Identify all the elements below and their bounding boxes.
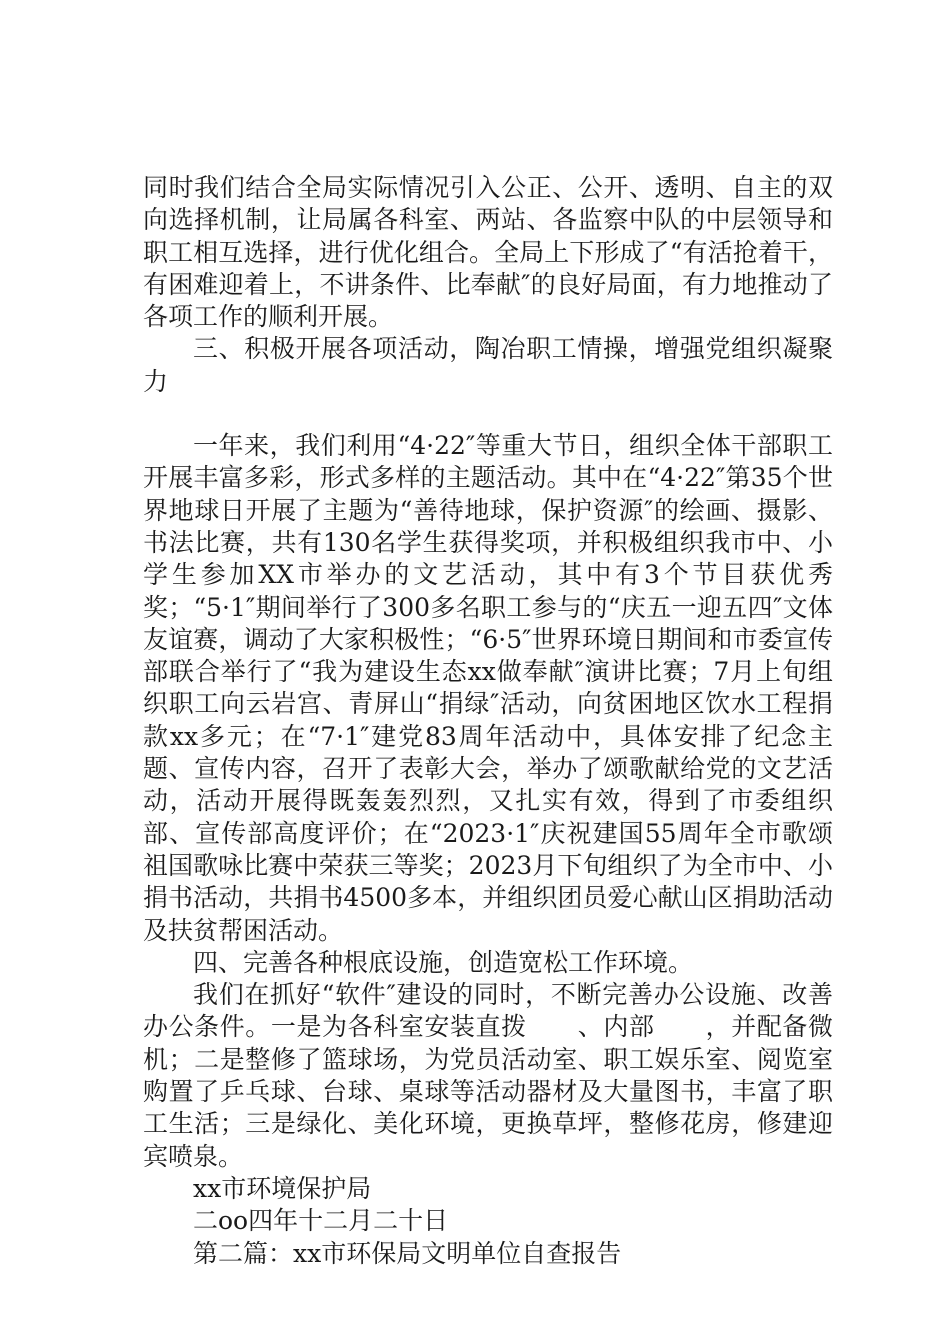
section-heading-three: 三、积极开展各项活动，陶冶职工情操，增强党组织凝聚力: [143, 334, 833, 396]
signature-organization: xx市环境保护局: [193, 1173, 372, 1203]
paragraph-activities: 一年来，我们利用“4·22″等重大节日，组织全体干部职工开展丰富多彩，形式多样的主题活动。其中在“4·22″第35个世界地球日开展了主题为“善待地球，保护资源″的绘画、摄影、书法比赛，共有130名学生获得奖项，并积极组织我市中、小学生参加XX市举办的文艺活动，其中有3个节目获优秀奖；“5·1″期间举行了300多名职工参与的“庆五一迎五四″文体友谊赛，调动了大家积极性；“6·5″世界环境日期间和市委宣传部联合举行了“我为建设生态xx做奉献″演讲比赛；7月上旬组织职工向云岩宫、青屏山“捐绿″活动，向贫困地区饮水工程捐款xx多元；在“7·1″建党83周年活动中，具体安排了纪念主题、宣传内容，召开了表彰大会，举办了颂歌献给党的文艺活动，活动开展得既轰轰烈烈，又扎实有效，得到了市委组织部、宣传部高度评价；在“2023·1″庆祝建国55周年全市歌颂祖国歌咏比赛中荣获三等奖；2023月下旬组织了为全市中、小捐书活动，共捐书4500多本，并组织团员爱心献山区捐助活动及扶贫帮困活动。: [143, 431, 833, 945]
signature-date: 二oo四年十二月二十日: [193, 1206, 449, 1236]
blank-line: [143, 398, 833, 430]
paragraph-job-selection: 同时我们结合全局实际情况引入公正、公开、透明、自主的双向选择机制，让局属各科室、两站、各监察中队的中层领导和职工相互选择，进行优化组合。全局上下形成了“有活抢着干，有困难迎着上，不讲条件、比奉献″的良好局面，有力地推动了各项工作的顺利开展。: [143, 173, 833, 332]
next-article-title: 第二篇：xx市环保局文明单位自查报告: [193, 1238, 622, 1268]
paragraph-facilities: 我们在抓好“软件″建设的同时，不断完善办公设施、改善办公条件。一是为各科室安装直拨 、内部 ，并配备微机；二是整修了篮球场，为党员活动室、职工娱乐室、阅览室购置了乒乓球、台球、桌球等活动器材及大量图书，丰富了职工生活；三是绿化、美化环境，更换草坪，整修花房，修建迎宾喷泉。: [143, 980, 833, 1171]
section-heading-four: 四、完善各种根底设施，创造宽松工作环境。: [193, 947, 694, 977]
document-body: [143, 172, 833, 1270]
